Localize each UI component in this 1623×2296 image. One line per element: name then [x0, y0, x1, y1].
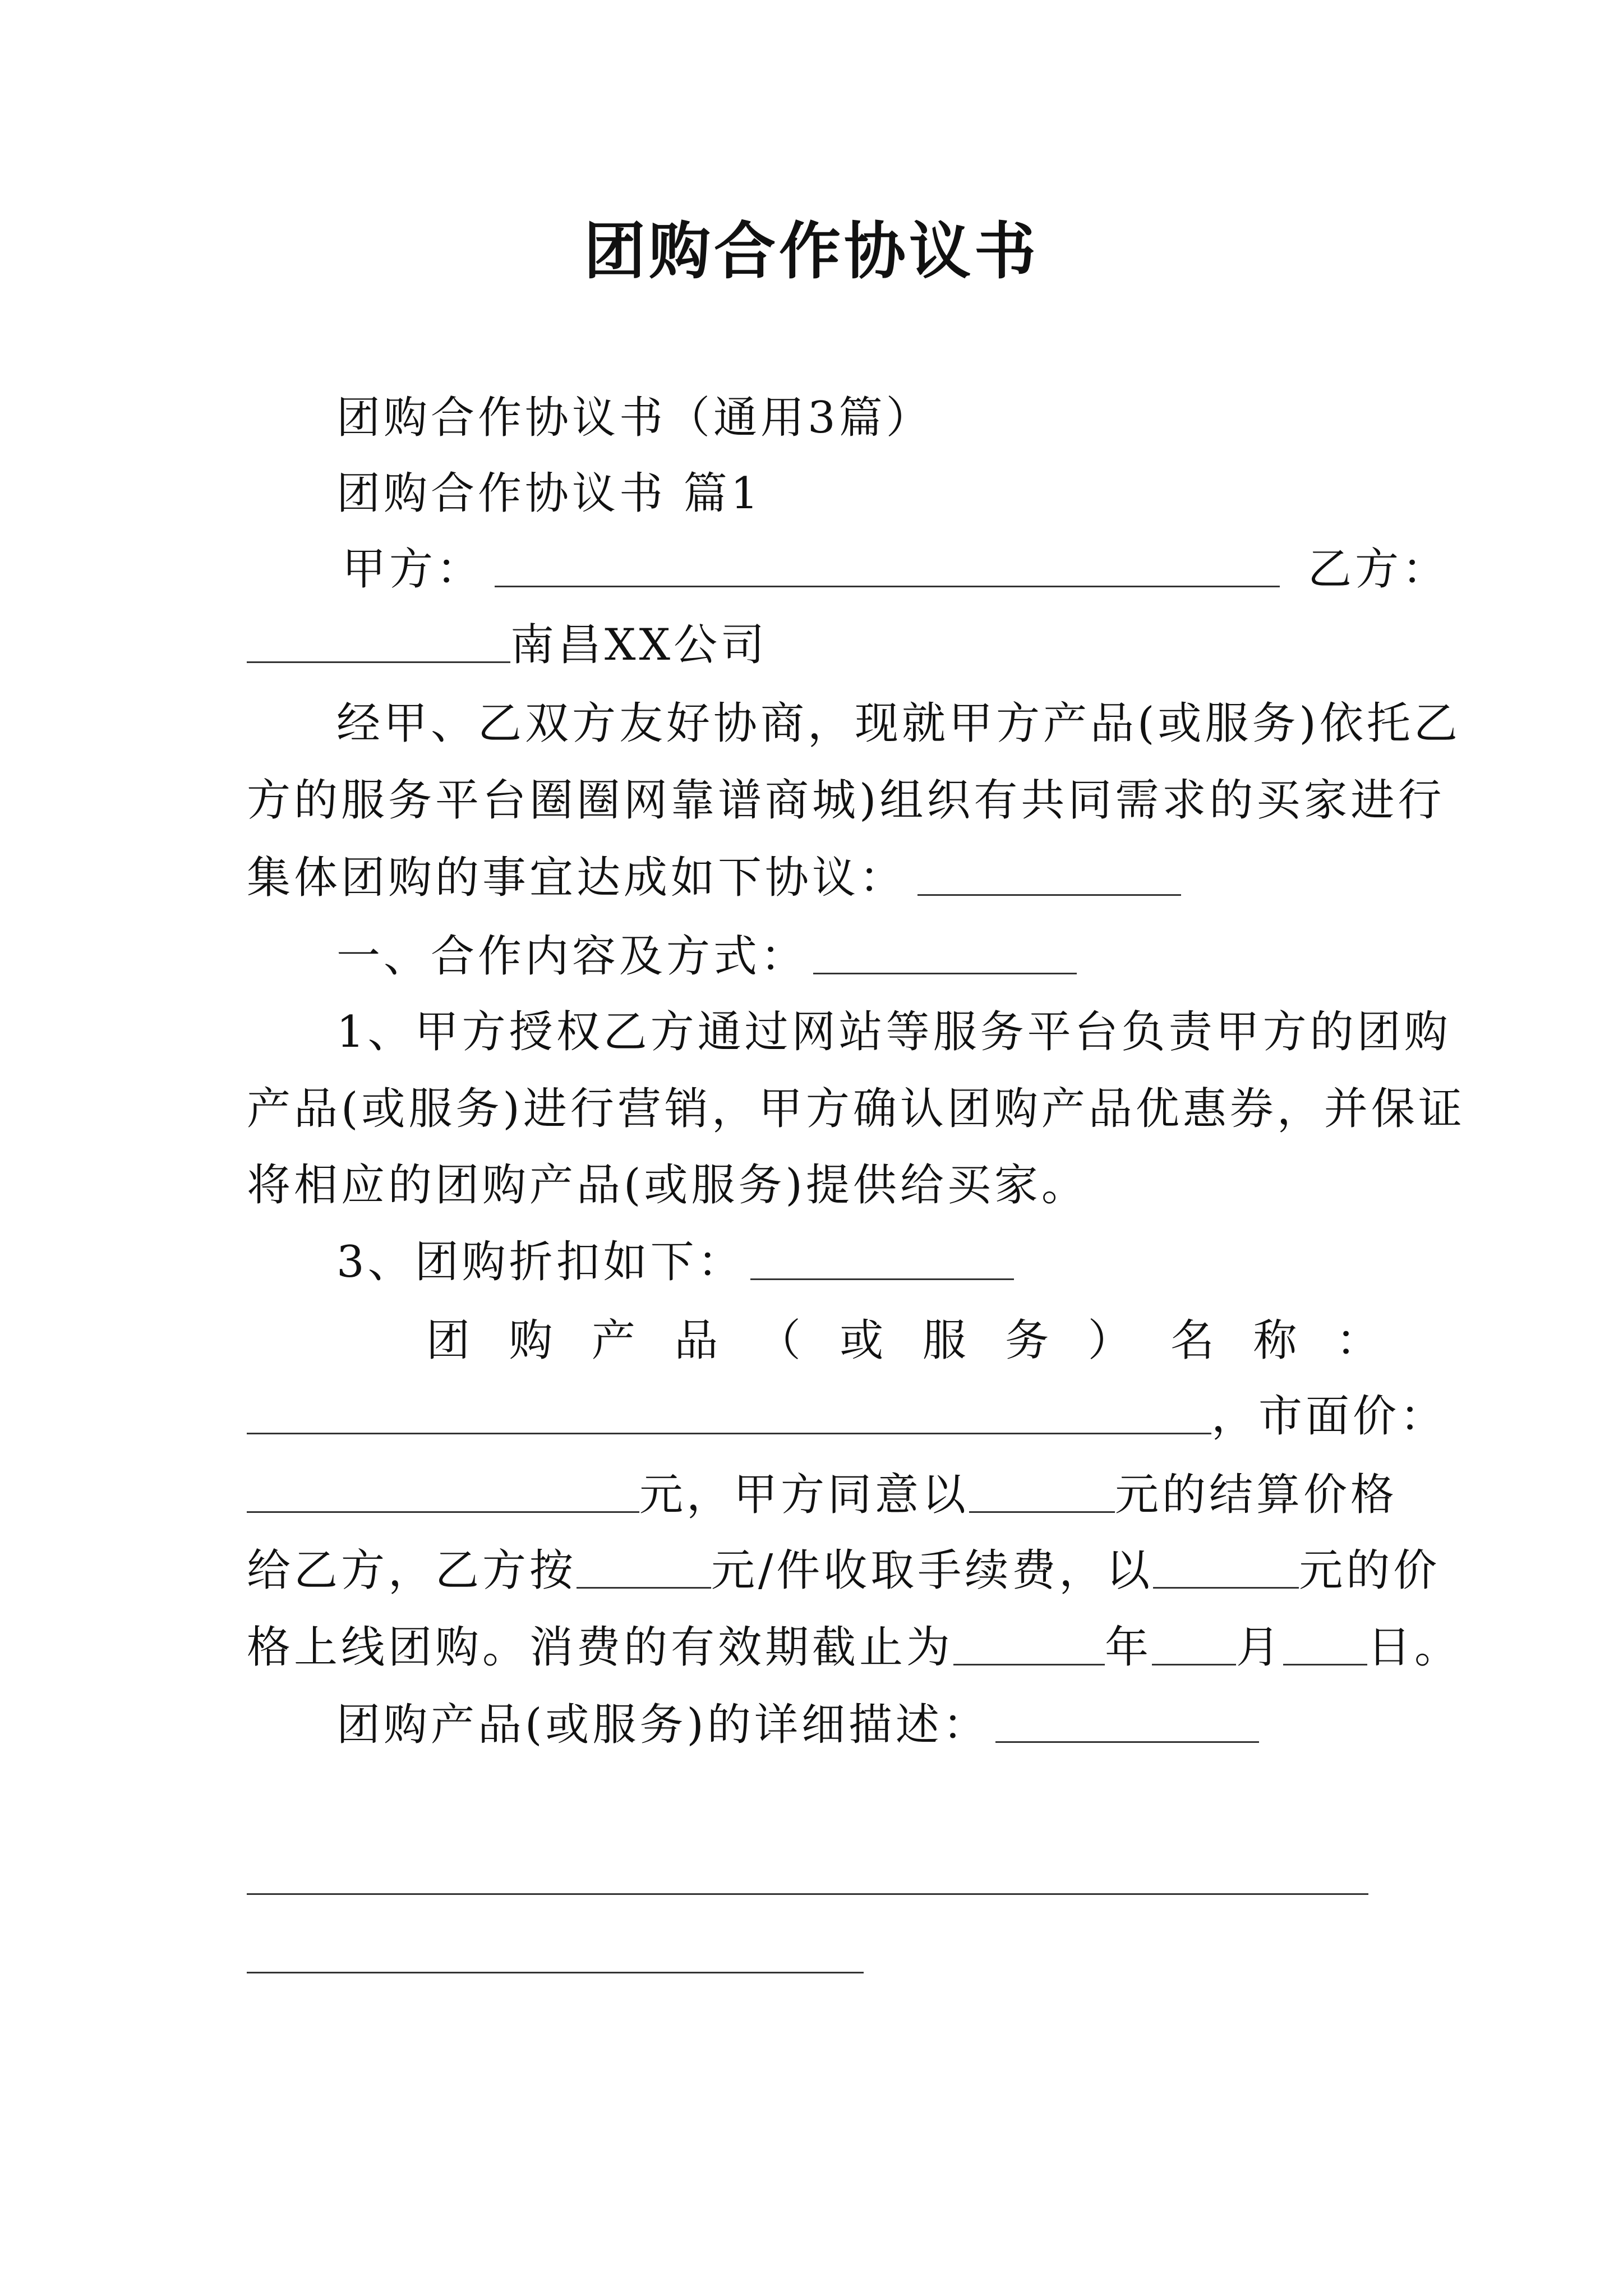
- item-1-line-3: 将相应的团购产品(或服务)提供给买家。: [247, 1160, 1089, 1211]
- fee-text-3: 元的价: [1299, 1545, 1441, 1596]
- settlement-price-blank: [969, 1472, 1115, 1513]
- intro-line-3-text: 集体团购的事宜达成如下协议：: [247, 853, 907, 903]
- fee-text-2: 元/件收取手续费，以: [711, 1545, 1154, 1596]
- date-text: 格上线团购。消费的有效期截止为: [247, 1622, 954, 1673]
- product-name-char: 服: [922, 1315, 966, 1366]
- price-line: [247, 1464, 1398, 1526]
- product-name-char: 品: [674, 1315, 718, 1366]
- detail-label: 团购产品(或服务)的详细描述：: [336, 1700, 990, 1750]
- product-name-char: 购: [509, 1315, 553, 1366]
- item-3-blank: [750, 1239, 1014, 1280]
- party-b-blank: [247, 622, 510, 663]
- date-line: [247, 1617, 1461, 1678]
- section-1-text: 一、合作内容及方式：: [336, 931, 808, 982]
- item-3-heading: [336, 1231, 1014, 1293]
- party-a-label: 甲方：: [342, 544, 484, 595]
- market-price-blank: [247, 1472, 639, 1513]
- fee-text-1: 给乙方，乙方按: [247, 1545, 577, 1596]
- market-price-label: ，市面价：: [1211, 1391, 1447, 1442]
- item-3-text: 3、团购折扣如下：: [336, 1237, 745, 1287]
- intro-line-2: 方的服务平台圈圈网靠谱商城)组织有共同需求的买家进行: [247, 775, 1445, 826]
- fee-blank: [577, 1548, 711, 1589]
- date-year: 年: [1105, 1622, 1152, 1673]
- product-name-char: （: [757, 1315, 801, 1366]
- product-name-char: 称: [1253, 1315, 1297, 1366]
- detail-blank: [995, 1702, 1259, 1743]
- date-day: 日。: [1367, 1622, 1462, 1673]
- item-1-line-1: 1、甲方授权乙方通过网站等服务平台负责甲方的团购: [336, 1007, 1451, 1057]
- party-b-line: [247, 614, 768, 676]
- party-b-name: 南昌XX公司: [510, 620, 768, 670]
- description-line-2: [247, 1972, 864, 1973]
- product-name-label: [426, 1310, 1380, 1372]
- product-name-char: 务: [1005, 1315, 1049, 1366]
- section-1-heading: [336, 926, 1077, 987]
- product-name-char: 或: [840, 1315, 884, 1366]
- section-1-blank: [813, 933, 1077, 974]
- party-a-line: [342, 539, 1449, 600]
- fee-line: [247, 1540, 1440, 1602]
- year-blank: [953, 1625, 1105, 1665]
- day-blank: [1283, 1625, 1367, 1665]
- product-name-char: 名: [1170, 1315, 1215, 1366]
- price-text-1: 元，甲方同意以: [639, 1470, 970, 1520]
- month-blank: [1152, 1625, 1236, 1665]
- intro-line-1: 经甲、乙双方友好协商，现就甲方产品(或服务)依托乙: [336, 698, 1461, 749]
- document-subtitle: 团购合作协议书（通用3篇）: [336, 393, 933, 443]
- party-a-blank: [495, 546, 1280, 587]
- intro-blank: [917, 855, 1181, 896]
- online-price-blank: [1153, 1548, 1299, 1589]
- chapter-heading: 团购合作协议书 篇1: [336, 468, 762, 519]
- product-name-char: ）: [1087, 1315, 1132, 1366]
- item-1-line-2: 产品(或服务)进行营销，甲方确认团购产品优惠券，并保证: [247, 1084, 1465, 1134]
- market-price-line: [247, 1386, 1447, 1447]
- product-name-char: 产: [591, 1315, 635, 1366]
- party-b-label: 乙方：: [1308, 544, 1450, 595]
- product-name-char: 团: [426, 1315, 471, 1366]
- document-title: 团购合作协议书: [584, 215, 1039, 287]
- price-text-2: 元的结算价格: [1115, 1470, 1398, 1520]
- product-name-blank: [247, 1393, 1211, 1434]
- detail-line: [336, 1694, 1259, 1756]
- intro-line-3: [247, 847, 1181, 909]
- description-line-1: [247, 1893, 1368, 1895]
- date-month: 月: [1236, 1622, 1284, 1673]
- product-name-char: ：: [1335, 1315, 1380, 1366]
